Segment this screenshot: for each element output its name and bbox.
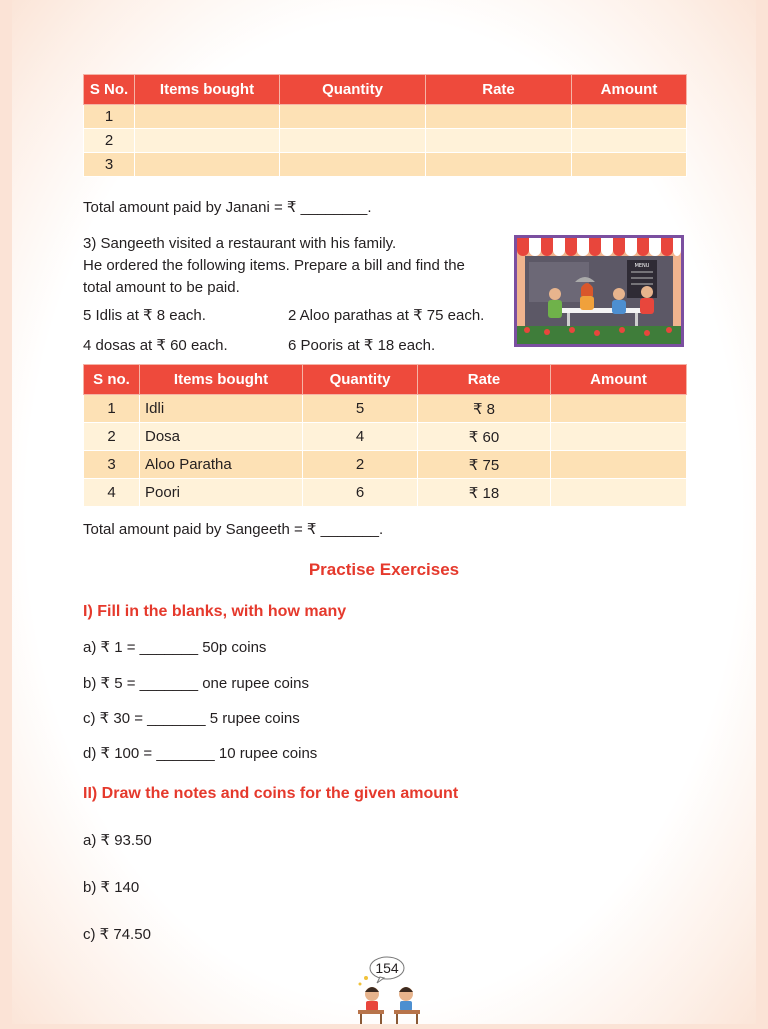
exercise-2b: b) ₹ 140 xyxy=(83,879,140,896)
order-item-idli: 5 Idlis at ₹ 8 each. xyxy=(83,307,206,324)
menu-board-label: MENU xyxy=(634,263,650,269)
cell-rate: ₹ 60 xyxy=(418,423,551,451)
total-sangeeth: Total amount paid by Sangeeth = ₹ _______. xyxy=(83,521,384,538)
cell-rate[interactable] xyxy=(426,153,572,177)
header-amount: Amount xyxy=(572,75,687,105)
table-row xyxy=(84,423,687,451)
table-header-row xyxy=(84,75,687,105)
cell-sno: 3 xyxy=(84,153,135,177)
workbook-page xyxy=(12,0,756,1024)
cell-amount[interactable] xyxy=(551,423,687,451)
cell-item[interactable] xyxy=(135,105,280,129)
cell-amount[interactable] xyxy=(572,105,687,129)
header-items-bought: Items bought xyxy=(135,75,280,105)
cell-quantity: 4 xyxy=(303,423,418,451)
sangeeth-bill-table xyxy=(83,364,687,507)
cell-quantity: 2 xyxy=(303,451,418,479)
order-item-poori: 6 Pooris at ₹ 18 each. xyxy=(288,337,436,354)
cell-sno: 3 xyxy=(84,451,140,479)
cell-sno: 2 xyxy=(84,423,140,451)
cell-item: Poori xyxy=(140,479,303,507)
table-row xyxy=(84,451,687,479)
cell-item[interactable] xyxy=(135,153,280,177)
exercise-1a: a) ₹ 1 = _______ 50p coins xyxy=(83,639,267,656)
exercise-1c: c) ₹ 30 = _______ 5 rupee coins xyxy=(83,710,300,727)
janani-bill-table xyxy=(83,74,687,177)
exercise-1d: d) ₹ 100 = _______ 10 rupee coins xyxy=(83,745,318,762)
exercise-1b: b) ₹ 5 = _______ one rupee coins xyxy=(83,675,309,692)
table-row xyxy=(84,153,687,177)
cell-item: Dosa xyxy=(140,423,303,451)
cell-sno: 2 xyxy=(84,129,135,153)
section-1-title: I) Fill in the blanks, with how many xyxy=(83,603,347,620)
problem-3-line-1: 3) Sangeeth visited a restaurant with his family. xyxy=(83,235,397,252)
order-item-aloo-paratha: 2 Aloo parathas at ₹ 75 each. xyxy=(288,307,485,324)
order-item-dosa: 4 dosas at ₹ 60 each. xyxy=(83,337,228,354)
cell-quantity[interactable] xyxy=(280,105,426,129)
section-2-title: II) Draw the notes and coins for the given amount xyxy=(83,785,459,802)
cell-amount[interactable] xyxy=(551,395,687,423)
cell-sno: 1 xyxy=(84,105,135,129)
cell-rate: ₹ 75 xyxy=(418,451,551,479)
cell-amount[interactable] xyxy=(551,451,687,479)
cell-quantity[interactable] xyxy=(280,129,426,153)
restaurant-illustration xyxy=(514,235,684,347)
table-row xyxy=(84,129,687,153)
cell-amount[interactable] xyxy=(551,479,687,507)
header-quantity: Quantity xyxy=(303,365,418,395)
header-sno: S No. xyxy=(84,75,135,105)
table-row xyxy=(84,105,687,129)
exercise-2a: a) ₹ 93.50 xyxy=(83,832,152,849)
header-sno: S no. xyxy=(84,365,140,395)
cell-item[interactable] xyxy=(135,129,280,153)
table-header-row xyxy=(84,365,687,395)
exercise-2c: c) ₹ 74.50 xyxy=(83,926,151,943)
header-quantity: Quantity xyxy=(280,75,426,105)
cell-amount[interactable] xyxy=(572,129,687,153)
cell-rate[interactable] xyxy=(426,105,572,129)
cell-rate[interactable] xyxy=(426,129,572,153)
header-rate: Rate xyxy=(418,365,551,395)
cell-sno: 4 xyxy=(84,479,140,507)
cell-rate: ₹ 8 xyxy=(418,395,551,423)
practise-exercises-title: Practise Exercises xyxy=(308,560,460,579)
cell-quantity: 6 xyxy=(303,479,418,507)
table-row xyxy=(84,395,687,423)
total-janani: Total amount paid by Janani = ₹ ________. xyxy=(83,199,372,216)
cell-quantity[interactable] xyxy=(280,153,426,177)
cell-quantity: 5 xyxy=(303,395,418,423)
cell-amount[interactable] xyxy=(572,153,687,177)
cell-item: Aloo Paratha xyxy=(140,451,303,479)
table-row xyxy=(84,479,687,507)
page-number: 154 xyxy=(375,960,399,976)
restaurant-scene-image xyxy=(517,238,681,344)
header-items-bought: Items bought xyxy=(140,365,303,395)
header-amount: Amount xyxy=(551,365,687,395)
problem-3-line-3: total amount to be paid. xyxy=(83,279,240,296)
page-footer-illustration xyxy=(340,950,430,1024)
cell-item: Idli xyxy=(140,395,303,423)
problem-3-line-2: He ordered the following items. Prepare a bill and find the xyxy=(83,257,465,274)
cell-rate: ₹ 18 xyxy=(418,479,551,507)
cell-sno: 1 xyxy=(84,395,140,423)
header-rate: Rate xyxy=(426,75,572,105)
